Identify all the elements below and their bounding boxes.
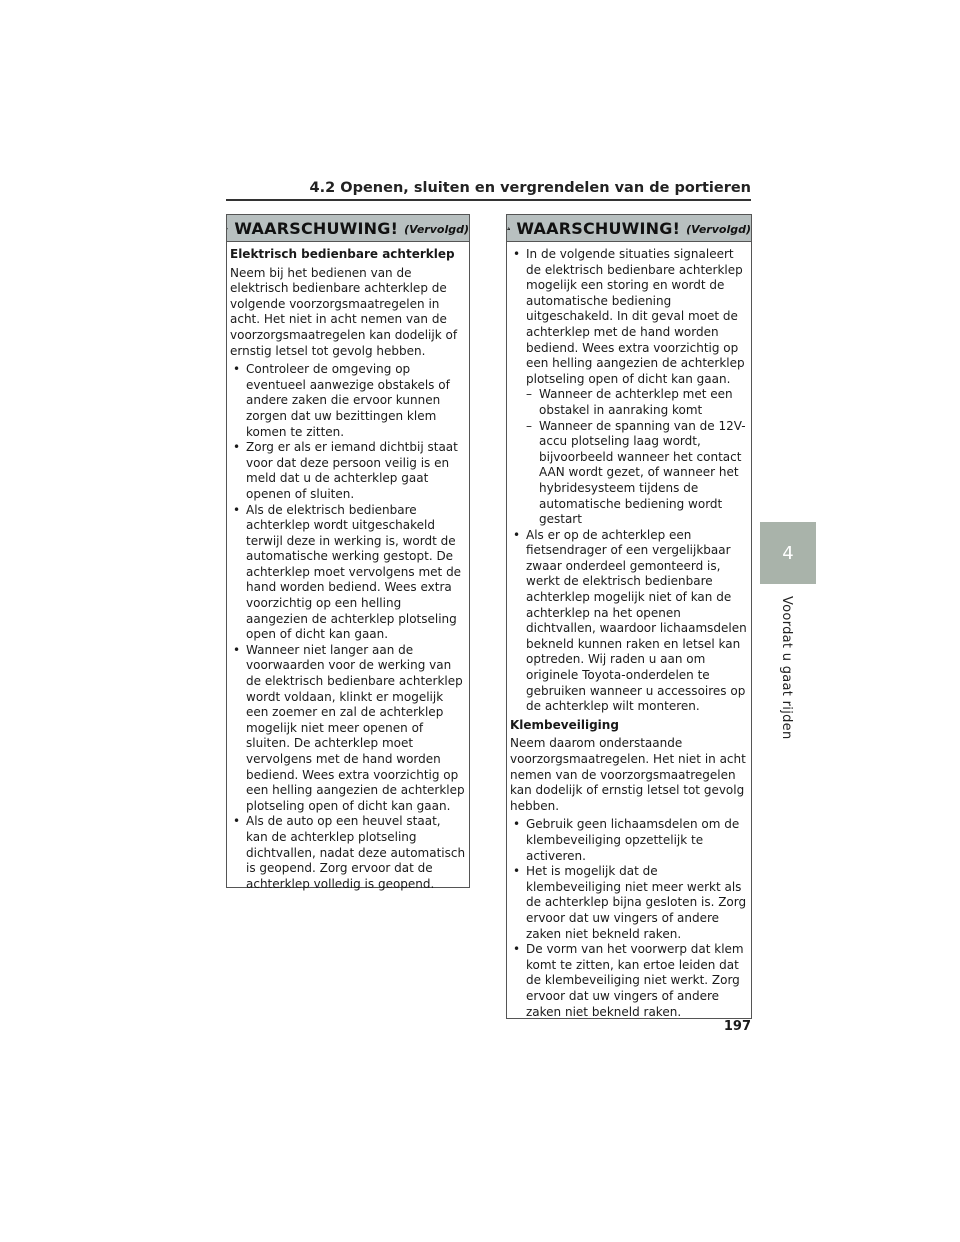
list-item: • De vorm van het voorwerp dat klem komt te zitten, kan ertoe leiden dat de klembeveiliging niet werkt. Zorg ervoor dat uw vingers of andere zaken niet bekneld raken. [513,942,744,1019]
warning-box-left [226,214,470,891]
bullet-list [510,817,748,1020]
warning-subtitle: (Vervolgd) [404,223,469,236]
dash-list [526,387,748,527]
warning-icon [507,221,510,236]
subheading: Elektrisch bedienbare achterklep [230,247,455,261]
chapter-tab [760,522,816,584]
bullet-list [510,247,748,715]
list-item: • Wanneer niet langer aan de voorwaarden voor de werking van de elektrisch bedienbare achterklep wordt voldaan, klinkt er mogelijk een zoemer en zal de achterklep mogelijk niet meer openen of sluiten. De achterklep moet vervolgens met de hand worden bediend. Wees extra voorzichtig op een helling aangezien de achterklep plotseling open of dicht kan gaan. [233,642,465,813]
warning-subtitle: (Vervolgd) [686,223,751,236]
list-item: • Gebruik geen lichaamsdelen om de klembeveiliging opzettelijk te activeren. [513,817,740,863]
dash-item: – Wanneer de achterklep met een obstakel in aanraking komt [526,387,733,417]
list-item: • Als de elektrisch bedienbare achterklep wordt uitgeschakeld terwijl deze in werking is, wordt de automatische werking gestopt. De achterklep moet vervolgens met de hand worden bediend. Wees extra voorzichtig op een helling aangezien de achterklep plotseling open of dicht kan gaan. [233,502,462,642]
intro-paragraph: Neem bij het bedienen van de elektrisch bedienbare achterklep de volgende voorzorgsmaatregelen in acht. Het niet in acht nemen van de voorzorgsmaatregelen kan dodelijk of ernstig letsel tot gevolg hebben. [230,265,458,358]
warning-icon [227,221,228,236]
list-item: • Als de auto op een heuvel staat, kan de achterklep plotseling dichtvallen, nadat deze automatisch is geopend. Zorg ervoor dat de achterklep volledig is geopend. [233,814,466,891]
chapter-number: 4 [782,542,794,564]
warning-header [507,215,751,242]
chapter-label: Voordat u gaat rijden [779,596,794,740]
bullet-list [230,362,466,892]
warning-body [507,242,751,1026]
list-item: • Zorg er als er iemand dichtbij staat voor dat deze persoon veilig is en meld dat u de achterklep gaat openen of sluiten. [233,440,458,501]
list-item: • Als er op de achterklep een fietsendrager of een vergelijkbaar zwaar onderdeel gemonteerd is, werkt de elektrisch bedienbare achterklep mogelijk niet of kan de achterklep na het openen dichtvallen, waardoor lichaamsdelen bekneld kunnen raken en letsel kan optreden. Wij raden u aan om originele Toyota-onderdelen te gebruiken wanneer u accessoires op de achterklep wilt monteren. [513,527,747,714]
page-number: 197 [723,1019,751,1034]
warning-title: WAARSCHUWING! [234,218,399,238]
warning-header [227,215,469,242]
list-item: • In de volgende situaties signaleert de elektrisch bedienbare achterklep mogelijk een storing en wordt de automatische bediening uitgeschakeld. In dit geval moet de achterklep met de hand worden bediend. Wees extra voorzichtig op een helling aangezien de achterklep plotseling open of dicht kan gaan. – Wanneer de achterklep met een obstakel in aanraking komt – Wanneer de spanning van de 12V-accu plotseling laag wordt, bijvoorbeeld wanneer het contact AAN wordt gezet, of wanneer het hybridesysteem tijdens de automatische bediening wordt gestart [510,247,748,528]
header-rule [226,199,751,201]
warning-box-right [506,214,752,1019]
list-item: • Het is mogelijk dat de klembeveiliging niet meer werkt als de achterklep bijna gesloten is. Zorg ervoor dat uw vingers of andere zaken niet bekneld raken. [513,864,747,941]
warning-body [227,242,469,898]
dash-item: – Wanneer de spanning van de 12V-accu plotseling laag wordt, bijvoorbeeld wanneer het contact AAN wordt gezet, of wanneer het hybridesysteem tijdens de automatische bediening wordt gestart [526,418,746,527]
intro-paragraph: Neem daarom onderstaande voorzorgsmaatregelen. Het niet in acht nemen van de voorzorgsmaatregelen kan dodelijk of ernstig letsel tot gevolg hebben. [510,736,746,813]
warning-title: WAARSCHUWING! [516,218,681,238]
list-item: • Controleer de omgeving op eventueel aanwezige obstakels of andere zaken die ervoor kunnen zorgen dat uw bezittingen klem komen te zitten. [233,362,450,439]
subheading: Klembeveiliging [510,717,619,732]
section-header: 4.2 Openen, sluiten en vergrendelen van de portieren [309,180,751,196]
